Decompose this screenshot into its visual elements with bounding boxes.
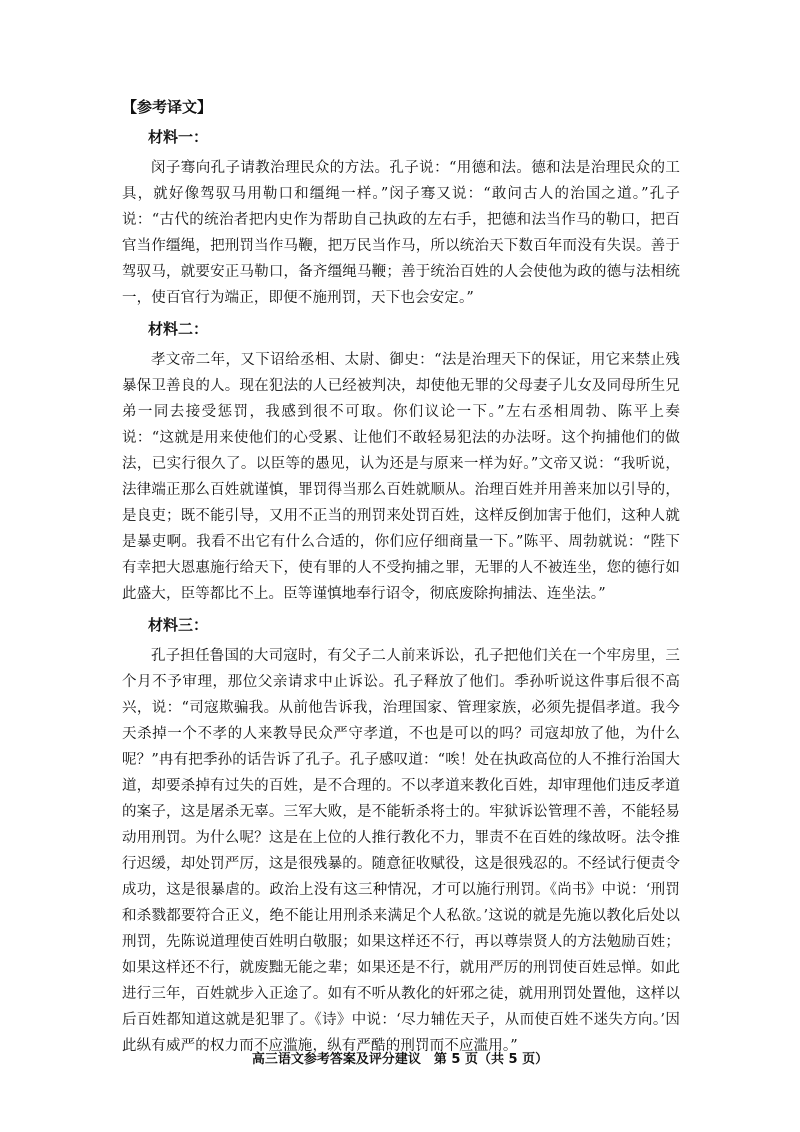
material-3 — [122, 613, 680, 1059]
material-1 — [122, 125, 680, 311]
section-heading: 【参考译文】 — [122, 98, 213, 116]
document-body — [122, 95, 680, 1065]
page-footer: 高三语文参考答案及评分建议 第 5 页（共 5 页） — [251, 1052, 549, 1067]
material-1-title: 材料一： — [148, 128, 209, 146]
material-3-title: 材料三： — [148, 616, 209, 634]
material-2-paragraph: 孝文帝二年，又下诏给丞相、太尉、御史：“法是治理天下的保证，用它来禁止残暴保卫善良的人。现在犯法的人已经被判决，却使他无罪的父母妻子儿女及同母所生兄弟一同去接受惩罚，我感到很不可取。你们议论一下。”左右丞相周勃、陈平上奏说：“这就是用来使他们的心受累、让他们不敢轻易犯法的办法呀。这个拘捕他们的做法，已实行很久了。以臣等的愚见，认为还是与原来一样为好。”文帝又说：“我听说，法律端正那么百姓就谨慎，罪罚得当那么百姓就顺从。治理百姓并用善来加以引导的，是良吏；既不能引导，又用不正当的刑罚来处罚百姓，这样反倒加害于他们，这种人就是暴吏啊。我看不出它有什么合适的，你们应仔细商量一下。”陈平、周勃就说：“陛下有幸把大恩惠施行给天下，使有罪的人不受拘捕之罪，无罪的人不被连坐，您的德行如此盛大，臣等都比不上。臣等谨慎地奉行诏令，彻底废除拘捕法、连坐法。” — [122, 352, 680, 602]
material-3-paragraph: 孔子担任鲁国的大司寇时，有父子二人前来诉讼，孔子把他们关在一个牢房里，三个月不予审理，那位父亲请求中止诉讼。孔子释放了他们。季孙听说这件事后很不高兴，说：“司寇欺骗我。从前他告诉我，治理国家、管理家族，必须先提倡孝道。我今天杀掉一个不孝的人来教导民众严守孝道，不也是可以的吗？司寇却放了他，为什么呢？”冉有把季孙的话告诉了孔子。孔子感叹道：“唉！处在执政高位的人不推行治国大道，却要杀掉有过失的百姓，是不合理的。不以孝道来教化百姓，却审理他们违反孝道的案子，这是屠杀无辜。三军大败，是不能斩杀将士的。牢狱诉讼管理不善，不能轻易动用刑罚。为什么呢？这是在上位的人推行教化不力，罪责不在百姓的缘故呀。法令推行迟缓，却处罚严厉，这是很残暴的。随意征收赋役，这是很残忍的。不经试行便责令成功，这是很暴虐的。政治上没有这三种情况，才可以施行刑罚。《尚书》中说：‘刑罚和杀戮都要符合正义，绝不能让用刑杀来满足个人私欲。’这说的就是先施以教化后处以刑罚，先陈说道理使百姓明白敬服；如果这样还不行，再以尊崇贤人的方法勉励百姓；如果这样还不行，就废黜无能之辈；如果还是不行，就用严厉的刑罚使百姓忌惮。如此进行三年，百姓就步入正途了。如有不听从教化的奸邪之徒，就用刑罚处置他，这样以后百姓都知道这就是犯罪了。《诗》中说：‘尽力辅佐天子，从而使百姓不迷失方向。’因此纵有威严的权力而不应滥施，纵有严酷的刑罚而不应滥用。” — [122, 648, 680, 1054]
material-2-title: 材料二： — [148, 320, 209, 338]
material-2 — [122, 317, 680, 607]
material-1-paragraph: 闵子骞向孔子请教治理民众的方法。孔子说：“用德和法。德和法是治理民众的工具，就好像驾驭马用勒口和缰绳一样。”闵子骞又说：“敢问古人的治国之道。”孔子说：“古代的统治者把内史作为帮助自己执政的左右手，把德和法当作马的勒口，把百官当作缰绳，把刑罚当作马鞭，把万民当作马，所以统治天下数百年而没有失误。善于驾驭马，就要安正马勒口，备齐缰绳马鞭；善于统治百姓的人会使他为政的德与法相统一，使百官行为端正，即便不施刑罚，天下也会安定。” — [122, 160, 680, 306]
